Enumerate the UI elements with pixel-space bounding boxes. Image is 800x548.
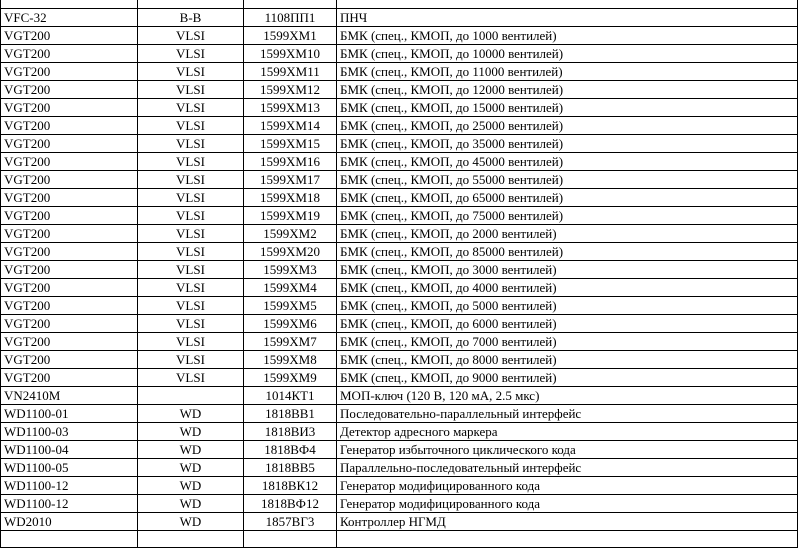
cell-analog: 1599ХМ11 [244,63,337,81]
cell-description: Контроллер НГМД [337,513,798,531]
cell-manufacturer: VLSI [138,27,244,45]
table-row [1,477,798,495]
cell-manufacturer: VLSI [138,369,244,387]
cell-description: ПНЧ [337,9,798,27]
cell-analog: 1857ВГ3 [244,513,337,531]
cell-analog: 1599ХМ6 [244,315,337,333]
cell-manufacturer: VLSI [138,243,244,261]
cell-manufacturer: WD [138,495,244,513]
cell-analog: 1818ВВ5 [244,459,337,477]
cell-description: БМК (спец., КМОП, до 2000 вентилей) [337,225,798,243]
table-row [1,513,798,531]
cell-analog: 1599ХМ12 [244,81,337,99]
cell-part-number: VGT200 [1,117,138,135]
cell-part-number: VGT200 [1,45,138,63]
cell-manufacturer: WD [138,477,244,495]
cell-analog: 1599ХМ14 [244,117,337,135]
cell-description: БМК (спец., КМОП, до 45000 вентилей) [337,153,798,171]
cell-description: Детектор адресного маркера [337,423,798,441]
cell-manufacturer: WD [138,459,244,477]
cell-manufacturer: VLSI [138,225,244,243]
cell-description: БМК (спец., КМОП, до 85000 вентилей) [337,243,798,261]
table-row [1,225,798,243]
cell-part-number: VGT200 [1,225,138,243]
table-row [1,387,798,405]
cell-analog [244,0,337,9]
cell-part-number: VGT200 [1,99,138,117]
cell-description: БМК (спец., КМОП, до 55000 вентилей) [337,171,798,189]
table-row [1,27,798,45]
table-row [1,207,798,225]
cell-description: Параллельно-последовательный интерфейс [337,459,798,477]
cell-part-number: VN2410M [1,387,138,405]
cell-analog: 1599ХМ20 [244,243,337,261]
cell-part-number: WD1100-05 [1,459,138,477]
cell-manufacturer: VLSI [138,261,244,279]
cell-description: БМК (спец., КМОП, до 7000 вентилей) [337,333,798,351]
table-row [1,63,798,81]
table-row [1,117,798,135]
table-row [1,351,798,369]
cell-analog: 1599ХМ1 [244,27,337,45]
cell-manufacturer: B-B [138,9,244,27]
cell-manufacturer: VLSI [138,351,244,369]
cell-part-number: WD1100-01 [1,405,138,423]
table-row [1,243,798,261]
cell-analog: 1108ПП1 [244,9,337,27]
table-row [1,189,798,207]
cell-manufacturer: VLSI [138,279,244,297]
cell-part-number: VGT200 [1,171,138,189]
table-row [1,495,798,513]
cell-part-number: VGT200 [1,297,138,315]
cell-manufacturer: VLSI [138,99,244,117]
cell-description: Генератор избыточного циклического кода [337,441,798,459]
cell-description [337,0,798,9]
cell-manufacturer: VLSI [138,189,244,207]
table-row [1,99,798,117]
cell-part-number: VGT200 [1,315,138,333]
cell-part-number: VGT200 [1,153,138,171]
cell-analog: 1599ХМ3 [244,261,337,279]
cell-part-number: WD2010 [1,513,138,531]
cell-manufacturer: VLSI [138,153,244,171]
cell-manufacturer: VLSI [138,333,244,351]
cell-analog: 1818ВФ4 [244,441,337,459]
cell-analog: 1599ХМ8 [244,351,337,369]
cell-part-number: VGT200 [1,63,138,81]
table-row [1,9,798,27]
cell-manufacturer [138,531,244,548]
cell-analog: 1599ХМ19 [244,207,337,225]
table-row [1,45,798,63]
table-row [1,279,798,297]
cell-manufacturer: WD [138,513,244,531]
cell-part-number: VGT200 [1,369,138,387]
cell-part-number: VGT200 [1,333,138,351]
cell-description: БМК (спец., КМОП, до 65000 вентилей) [337,189,798,207]
cell-manufacturer: VLSI [138,171,244,189]
table-row [1,531,798,548]
table-row [1,315,798,333]
cell-manufacturer: WD [138,405,244,423]
cell-analog: 1599ХМ18 [244,189,337,207]
cell-analog: 1818ВФ12 [244,495,337,513]
cell-description: БМК (спец., КМОП, до 25000 вентилей) [337,117,798,135]
cell-manufacturer: VLSI [138,135,244,153]
cell-analog: 1599ХМ4 [244,279,337,297]
table-row [1,423,798,441]
cell-description: Генератор модифицированного кода [337,495,798,513]
cell-analog: 1599ХМ7 [244,333,337,351]
cell-part-number: VGT200 [1,261,138,279]
table-row [1,333,798,351]
table-row [1,459,798,477]
cell-part-number: VGT200 [1,207,138,225]
cell-manufacturer: VLSI [138,315,244,333]
cell-part-number: VFC-32 [1,9,138,27]
cell-manufacturer [138,387,244,405]
table-row [1,297,798,315]
cell-manufacturer: VLSI [138,81,244,99]
cell-analog: 1599ХМ10 [244,45,337,63]
table-row [1,0,798,9]
cell-part-number: WD1100-12 [1,477,138,495]
table-row [1,441,798,459]
table-row [1,171,798,189]
cell-description: БМК (спец., КМОП, до 12000 вентилей) [337,81,798,99]
cell-description: МОП-ключ (120 В, 120 мА, 2.5 мкс) [337,387,798,405]
cell-manufacturer [138,0,244,9]
cell-analog [244,531,337,548]
cell-part-number: VGT200 [1,351,138,369]
cell-description: Последовательно-параллельный интерфейс [337,405,798,423]
cell-description: БМК (спец., КМОП, до 15000 вентилей) [337,99,798,117]
cell-manufacturer: VLSI [138,63,244,81]
cell-analog: 1599ХМ2 [244,225,337,243]
table-row [1,369,798,387]
cell-manufacturer: VLSI [138,207,244,225]
table-row [1,261,798,279]
cell-manufacturer: VLSI [138,117,244,135]
cell-manufacturer: WD [138,441,244,459]
cell-analog: 1818ВВ1 [244,405,337,423]
component-table-body [1,0,798,548]
cell-description: БМК (спец., КМОП, до 11000 вентилей) [337,63,798,81]
cell-analog: 1599ХМ5 [244,297,337,315]
table-row [1,81,798,99]
cell-description: БМК (спец., КМОП, до 35000 вентилей) [337,135,798,153]
cell-analog: 1014КТ1 [244,387,337,405]
cell-part-number: WD1100-03 [1,423,138,441]
table-row [1,135,798,153]
cell-description: БМК (спец., КМОП, до 4000 вентилей) [337,279,798,297]
cell-part-number: VGT200 [1,279,138,297]
cell-analog: 1599ХМ16 [244,153,337,171]
cell-description: БМК (спец., КМОП, до 9000 вентилей) [337,369,798,387]
cell-description: БМК (спец., КМОП, до 75000 вентилей) [337,207,798,225]
cell-part-number: VGT200 [1,135,138,153]
cell-description [337,531,798,548]
cell-analog: 1599ХМ9 [244,369,337,387]
cell-description: БМК (спец., КМОП, до 8000 вентилей) [337,351,798,369]
cell-part-number: VGT200 [1,81,138,99]
cell-part-number [1,531,138,548]
cell-part-number: VGT200 [1,189,138,207]
cell-analog: 1818ВК12 [244,477,337,495]
cell-analog: 1818ВИ3 [244,423,337,441]
cell-manufacturer: WD [138,423,244,441]
cell-description: БМК (спец., КМОП, до 5000 вентилей) [337,297,798,315]
cell-part-number: WD1100-12 [1,495,138,513]
cell-analog: 1599ХМ17 [244,171,337,189]
cell-description: БМК (спец., КМОП, до 3000 вентилей) [337,261,798,279]
cell-part-number: WD1100-04 [1,441,138,459]
cell-description: БМК (спец., КМОП, до 10000 вентилей) [337,45,798,63]
table-row [1,405,798,423]
cell-description: БМК (спец., КМОП, до 6000 вентилей) [337,315,798,333]
cell-description: Генератор модифицированного кода [337,477,798,495]
cell-manufacturer: VLSI [138,297,244,315]
cell-analog: 1599ХМ13 [244,99,337,117]
cell-part-number: VGT200 [1,243,138,261]
table-row [1,153,798,171]
cell-part-number [1,0,138,9]
cell-description: БМК (спец., КМОП, до 1000 вентилей) [337,27,798,45]
cell-part-number: VGT200 [1,27,138,45]
cell-manufacturer: VLSI [138,45,244,63]
cell-analog: 1599ХМ15 [244,135,337,153]
